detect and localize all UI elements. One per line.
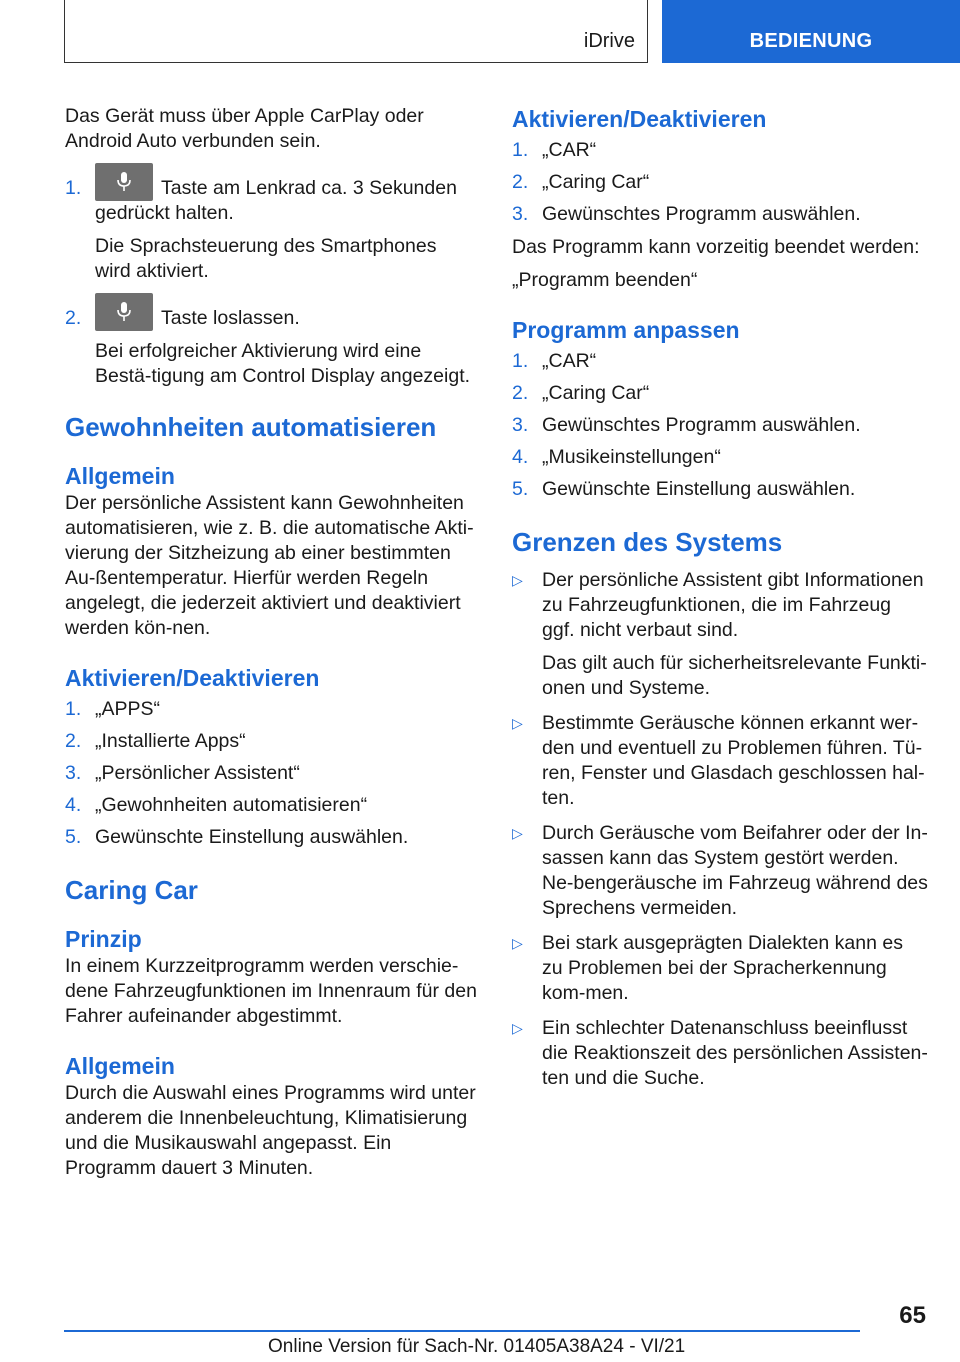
step-number: 1.	[512, 350, 529, 372]
list-item	[65, 697, 477, 722]
triangle-bullet-icon: ▷	[512, 572, 523, 588]
step-number: 5.	[65, 826, 82, 848]
heading-programm-anpassen: Programm anpassen	[512, 317, 740, 343]
bullet-text: Ein schlechter Datenanschluss beeinflusst die Reaktionszeit des persönlichen Assisten‐ten und die Suche.	[542, 1017, 928, 1089]
triangle-bullet-icon: ▷	[512, 1020, 523, 1036]
list-item	[512, 202, 928, 227]
bullet-text: Durch Geräusche vom Beifahrer oder der In‐sassen kann das System gestört werden. Ne‐bengeräusche im Fahrzeug während des Sprechens vermeiden.	[542, 822, 928, 919]
bullet-text: Der persönliche Assistent gibt Informationen zu Fahrzeugfunktionen, die im Fahrzeug ggf. nicht verbaut sind.	[542, 569, 924, 641]
list-item	[512, 931, 928, 1006]
step-text: Gewünschte Einstellung auswählen.	[542, 478, 856, 500]
list-item	[512, 381, 928, 406]
bullet-text: Bei stark ausgeprägten Dialekten kann es zu Problemen bei der Spracherkennung kom‐men.	[542, 932, 903, 1004]
step-number: 5.	[512, 478, 529, 500]
step-number: 3.	[512, 414, 529, 436]
step-text: „Installierte Apps“	[95, 730, 246, 752]
heading-aktivieren-2: Aktivieren/Deaktivieren	[512, 106, 767, 132]
footer-online-version: Online Version für Sach-Nr. 01405A38A24 - VI/21	[268, 1336, 686, 1357]
footer-divider	[64, 1330, 860, 1332]
step-number: 4.	[65, 794, 82, 816]
bullet-text: Bestimmte Geräusche können erkannt wer‐den und eventuell zu Problemen führen. Tü‐ren, Fenster und Glasdach geschlossen hal‐ten.	[542, 712, 925, 809]
step-text: Gewünschtes Programm auswählen.	[542, 414, 861, 436]
step-number: 1.	[512, 139, 529, 161]
list-item	[512, 1016, 928, 1091]
intro-text: Das Gerät muss über Apple CarPlay oder Android Auto verbunden sein.	[65, 105, 424, 152]
step-text: „CAR“	[542, 350, 597, 372]
list-item	[65, 761, 477, 786]
step-text: Gewünschtes Programm auswählen.	[542, 203, 861, 225]
step-number: 2.	[65, 730, 82, 752]
step-number: 4.	[512, 446, 529, 468]
caring-aktivieren-steps-list	[512, 138, 928, 227]
header-chapter-tab: BEDIENUNG	[662, 0, 960, 63]
step-text: „Gewohnheiten automatisieren“	[95, 794, 368, 816]
right-column	[512, 104, 928, 1091]
step-subtext: Bei erfolgreicher Aktivierung wird eine Bestä‐tigung am Control Display angezeigt.	[95, 340, 471, 387]
step-text: „Caring Car“	[542, 382, 650, 404]
page-number: 65	[899, 1302, 926, 1329]
list-item	[65, 825, 477, 850]
step-number: 3.	[512, 203, 529, 225]
triangle-bullet-icon: ▷	[512, 935, 523, 951]
grenzen-bullet-list	[512, 568, 928, 1091]
list-item	[512, 477, 928, 502]
voice-steps-list	[65, 176, 477, 389]
prinzip-text: In einem Kurzzeitprogramm werden verschie‐dene Fahrzeugfunktionen im Innenraum für den Fahrer aufeinander abgestimmt.	[65, 955, 477, 1027]
step-text: Gewünschte Einstellung auswählen.	[95, 826, 409, 848]
list-item	[65, 793, 477, 818]
step-text: Taste am Lenkrad ca. 3 Sekunden gedrückt halten.	[95, 177, 457, 224]
heading-gewohnheiten: Gewohnheiten automatisieren	[65, 412, 437, 442]
microphone-button-icon	[95, 163, 153, 201]
header-section-box	[64, 0, 648, 63]
list-item	[512, 138, 928, 163]
step-text: „APPS“	[95, 698, 161, 720]
anpassen-steps-list	[512, 349, 928, 502]
triangle-bullet-icon: ▷	[512, 715, 523, 731]
step-text: „Caring Car“	[542, 171, 650, 193]
heading-allgemein-2: Allgemein	[65, 1053, 175, 1079]
allgemein-text: Der persönliche Assistent kann Gewohnheiten automatisieren, wie z. B. die automatische Akti‐vierung der Sitzheizung ab einer bestimmten Au‐ßentemperatur. Hierfür werden Regeln angelegt, die jederzeit aktiviert und deaktiviert werden kön‐nen.	[65, 492, 474, 639]
step-text: Taste loslassen.	[161, 307, 300, 329]
step-number: 2.	[512, 171, 529, 193]
list-item	[65, 306, 477, 389]
allgemein-2-text: Durch die Auswahl eines Programms wird unter anderem die Innenbeleuchtung, Klimatisierung und die Musikauswahl angepasst. Ein Programm dauert 3 Minuten.	[65, 1082, 476, 1179]
list-item	[512, 349, 928, 374]
bullet-subtext: Das gilt auch für sicherheitsrelevante Funkti‐onen und Systeme.	[542, 652, 927, 699]
step-number: 1.	[65, 698, 82, 720]
step-text: „CAR“	[542, 139, 597, 161]
heading-grenzen: Grenzen des Systems	[512, 527, 783, 557]
end-program-text: Das Programm kann vorzeitig beendet werden:	[512, 236, 920, 258]
list-item	[512, 413, 928, 438]
heading-aktivieren: Aktivieren/Deaktivieren	[65, 665, 320, 691]
aktivieren-steps-list	[65, 697, 477, 850]
list-item	[65, 176, 477, 284]
step-number: 3.	[65, 762, 82, 784]
triangle-bullet-icon: ▷	[512, 825, 523, 841]
header-section-title: iDrive	[583, 30, 635, 52]
step-text: „Musikeinstellungen“	[542, 446, 721, 468]
end-program-command: „Programm beenden“	[512, 269, 698, 291]
heading-caring-car: Caring Car	[65, 875, 198, 905]
list-item	[512, 821, 928, 921]
list-item	[512, 711, 928, 811]
heading-allgemein: Allgemein	[65, 463, 175, 489]
microphone-button-icon	[95, 293, 153, 331]
step-number: 2.	[512, 382, 529, 404]
list-item	[512, 170, 928, 195]
step-text: „Persönlicher Assistent“	[95, 762, 300, 784]
heading-prinzip: Prinzip	[65, 926, 142, 952]
left-column	[65, 104, 477, 1181]
step-subtext: Die Sprachsteuerung des Smartphones wird aktiviert.	[95, 235, 437, 282]
step-number: 1.	[65, 177, 82, 199]
list-item	[65, 729, 477, 754]
list-item	[512, 568, 928, 701]
step-number: 2.	[65, 307, 82, 329]
list-item	[512, 445, 928, 470]
